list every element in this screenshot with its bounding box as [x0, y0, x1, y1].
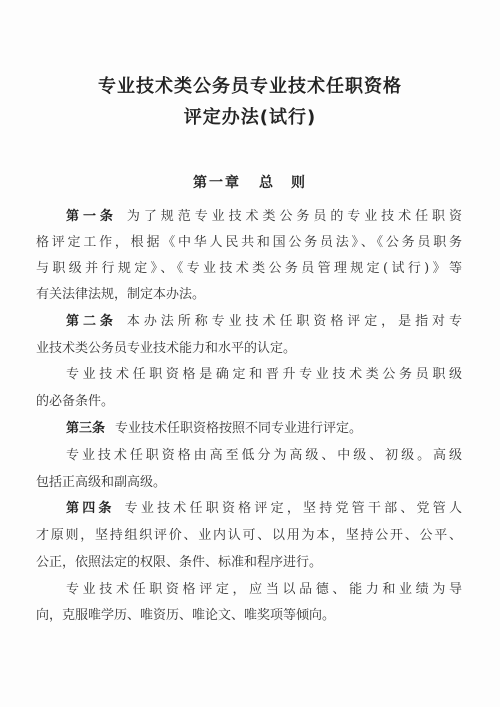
article-label: 第四条	[66, 501, 115, 516]
document-title-line-1: 专业技术类公务员专业技术任职资格	[98, 76, 402, 97]
article-1-line-4: 有关法律法规，制定本办法。	[36, 287, 206, 302]
article-3-line-1: 第三条 专业技术任职资格按照不同专业进行评定。	[66, 421, 363, 436]
article-1-line-1: 第一条 为了规范专业技术类公务员的专业技术任职资	[66, 209, 462, 224]
chapter-number: 第一章	[193, 175, 241, 191]
article-4-line-2: 才原则，坚持组织评价、业内认可、以用为本，坚持公开、公平、	[36, 528, 462, 543]
article-1-line-3: 与职级并行规定》、《专业技术类公务员管理规定(试行)》等	[36, 261, 462, 276]
article-label: 第三条	[66, 421, 106, 436]
article-3-para-2-line-2: 包括正高级和副高级。	[36, 475, 167, 490]
article-4-para-2-line-1: 专业技术任职资格评定，应当以品德、能力和业绩为导	[66, 582, 462, 597]
article-label: 第一条	[66, 209, 117, 224]
article-label: 第二条	[66, 314, 117, 329]
article-1-line-2: 格评定工作，根据《中华人民共和国公务员法》、《公务员职务	[36, 235, 462, 250]
article-2-para-2-line-2: 的必备条件。	[36, 394, 115, 409]
article-2-para-2-line-1: 专业技术任职资格是确定和晋升专业技术类公务员职级	[66, 367, 462, 382]
article-2-line-2: 业技术类公务员专业技术能力和水平的认定。	[36, 341, 297, 356]
article-4-line-1: 第四条 专业技术任职资格评定，坚持党管干部、党管人	[66, 501, 462, 516]
chapter-heading	[0, 172, 500, 192]
article-3-para-2-line-1: 专业技术任职资格由高至低分为高级、中级、初级。高级	[66, 448, 462, 463]
article-4-line-3: 公正，依照法定的权限、条件、标准和程序进行。	[36, 555, 323, 570]
chapter-name: 总 则	[259, 175, 307, 191]
document-title-line-2: 评定办法(试行)	[183, 107, 317, 128]
article-4-para-2-line-2: 向，克服唯学历、唯资历、唯论文、唯奖项等倾向。	[36, 608, 336, 623]
article-2-line-1: 第二条 本办法所称专业技术任职资格评定，是指对专	[66, 314, 462, 329]
